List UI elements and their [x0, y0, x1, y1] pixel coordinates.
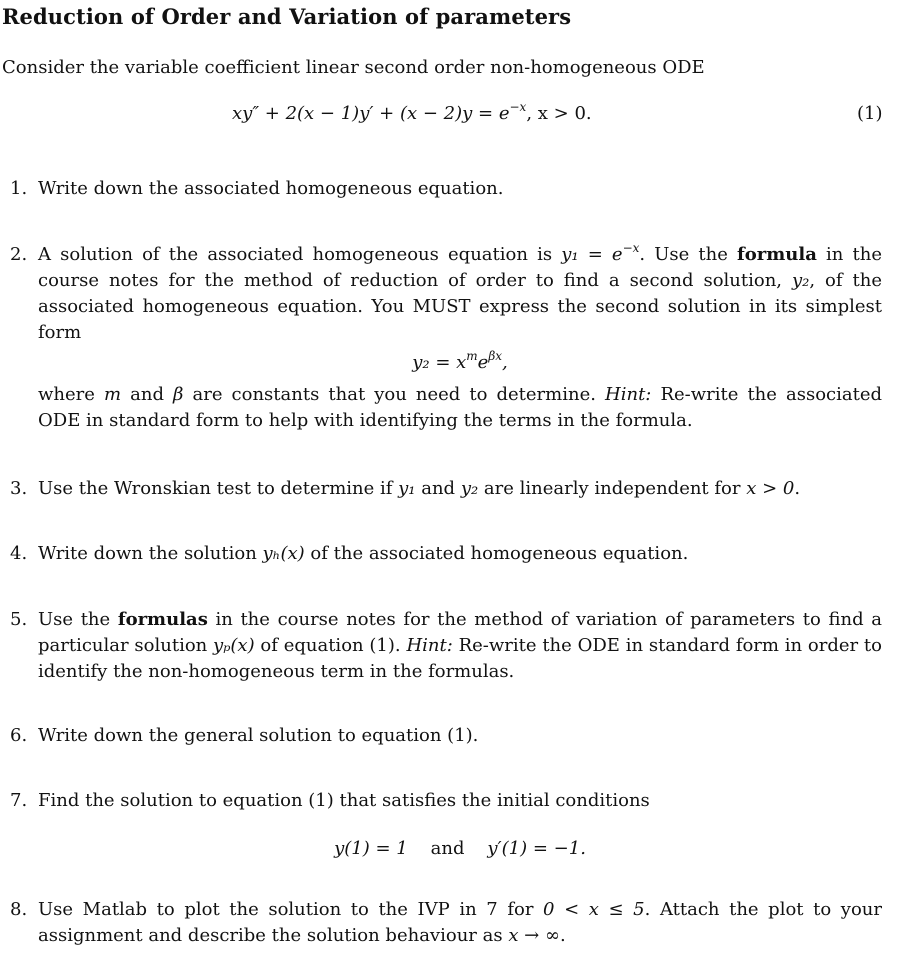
equation-number: (1) [857, 103, 883, 124]
list-item-6: 6. Write down the general solution to equation (1). [10, 725, 479, 746]
y2-form-equation: $y_2 = x^me^{\beta x}$, [412, 349, 508, 373]
list-item-3: 3. Use the Wronskian test to determine if y₁ and y₂ are linearly independent for x > 0. [10, 478, 801, 499]
main-equation: $xy'' + 2(x - 1)y' + (x - 2)y = e^{-x}$, x > 0. [232, 100, 592, 124]
list-item-5: 5. Use the formulas in the course notes for the method of variation of parameters to find a particular solution yₚ(x) of equation (1). Hint: Re-write the ODE in standard form in order to identify the non-homogeneous term in the formulas. [10, 609, 883, 682]
page-title: Reduction of Order and Variation of parameters [2, 4, 572, 29]
initial-conditions: y(1) = 1 and y′(1) = −1. [334, 838, 586, 859]
list-item-7: 7. Find the solution to equation (1) that satisfies the initial conditions y(1) = 1 and y′(1) = −1. [10, 788, 882, 862]
list-item-4: 4. Write down the solution yₕ(x) of the associated homogeneous equation. [10, 543, 689, 564]
list-item-8: 8. Use Matlab to plot the solution to the IVP in 7 for 0 < x ≤ 5. Attach the plot to your assignment and describe the solution behaviour as x → ∞. [10, 899, 882, 946]
intro-text: Consider the variable coefficient linear second order non-homogeneous ODE [2, 57, 705, 78]
list-item-2: 2. A solution of the associated homogeneous equation is $y_1 = e^{-x}$. Use the formula in the course notes for the method of reduction of order to find a second solution, y₂, of the associated homogeneous equation. You MUST express the second solution in its simplest form $y_2 = x^me^{\beta x}$, where m and β are constants that you need to determine. Hint: Re-write the associated ODE in standard form to help with identifying the terms in the formula. [10, 241, 883, 431]
list-item-1: 1. Write down the associated homogeneous equation. [10, 178, 504, 199]
